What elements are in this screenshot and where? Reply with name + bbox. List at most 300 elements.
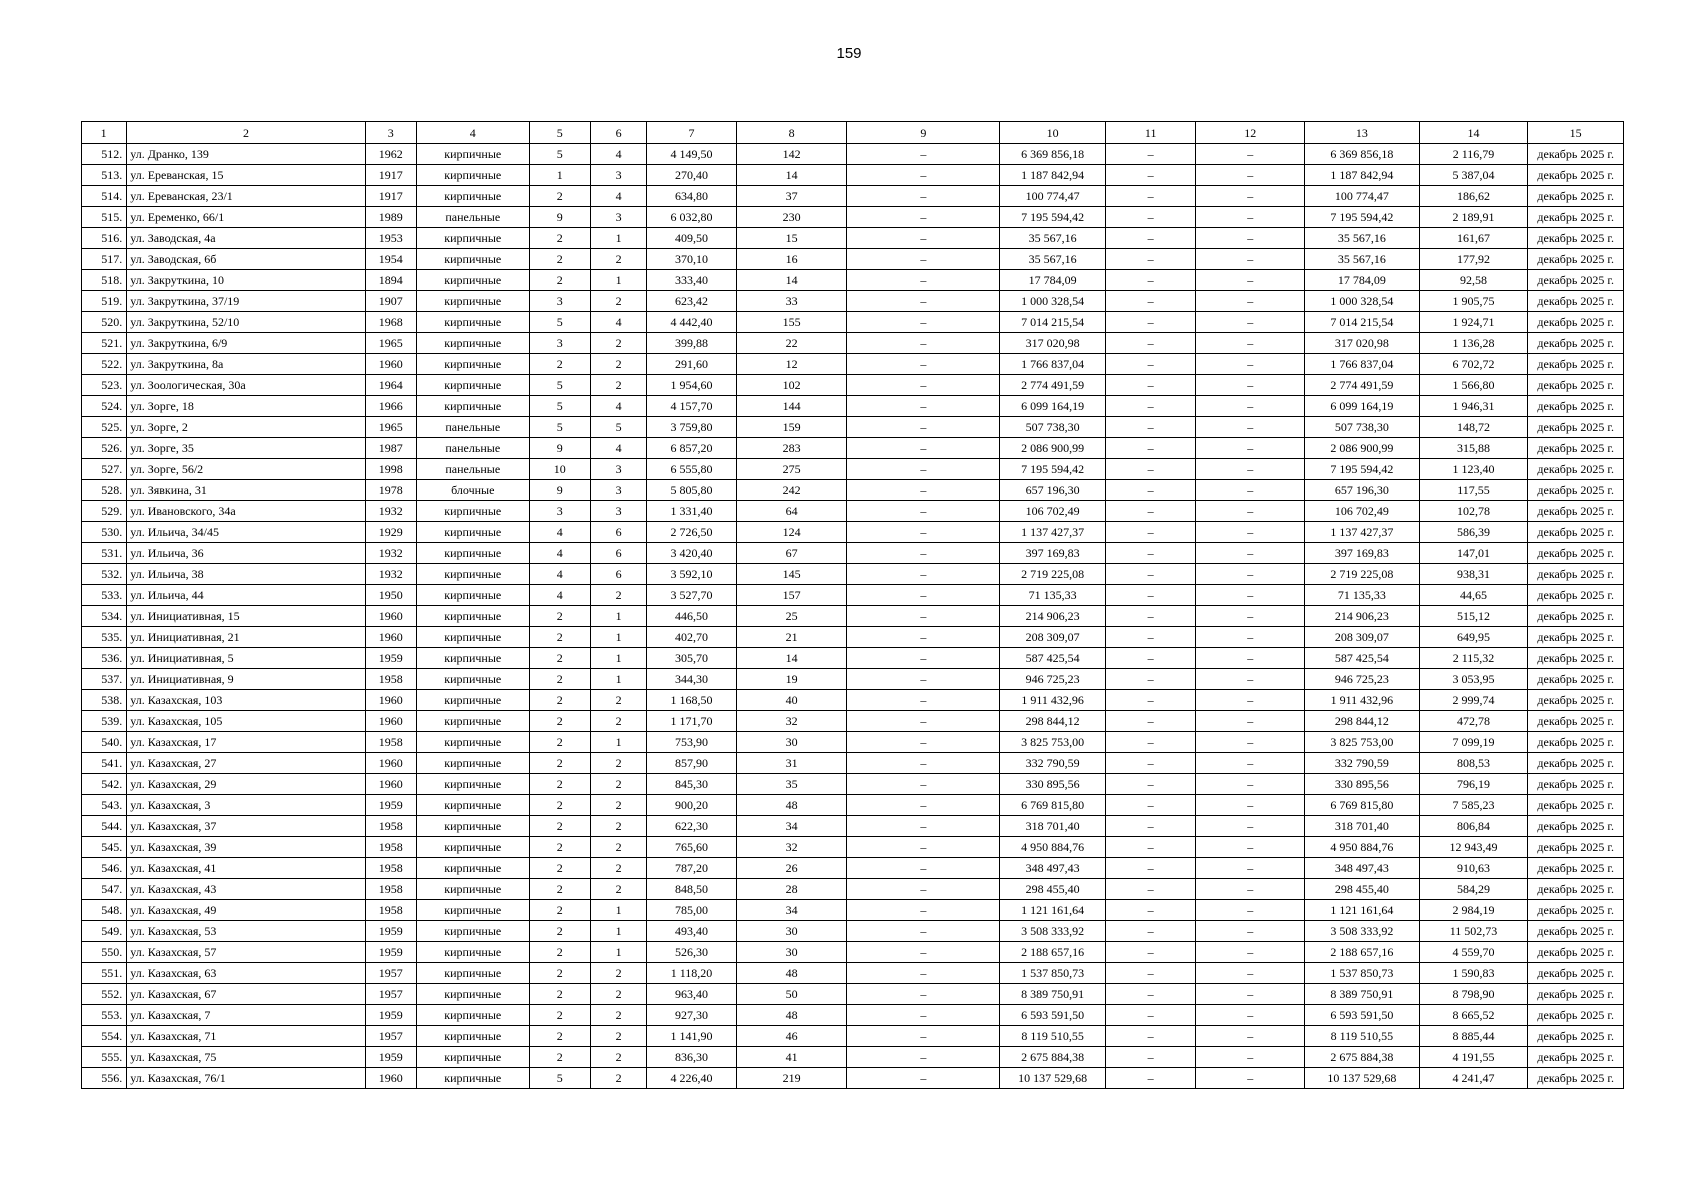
cell-wall-material: кирпичные [416,1005,529,1026]
cell-address: ул. Зорге, 18 [127,396,365,417]
cell-cost-total: 1 766 837,04 [1000,354,1106,375]
cell-address: ул. Еременко, 66/1 [127,207,365,228]
column-header-6: 6 [590,122,646,144]
cell-cost-per-sqm: 649,95 [1419,627,1528,648]
cell-address: ул. Ильича, 38 [127,564,365,585]
table-row [82,396,1624,417]
cell-col-9: – [847,270,1000,291]
cell-col-11: – [1105,816,1196,837]
cell-wall-material: кирпичные [416,564,529,585]
cell-row-number: 538. [82,690,127,711]
page-number: 159 [836,45,862,62]
cell-residents: 25 [736,606,847,627]
cell-entrances: 2 [590,753,646,774]
cell-cost-total: 2 188 657,16 [1000,942,1106,963]
cell-cost-total: 35 567,16 [1000,228,1106,249]
cell-cost-per-sqm: 7 099,19 [1419,732,1528,753]
cell-col-11: – [1105,1005,1196,1026]
cell-row-number: 514. [82,186,127,207]
cell-row-number: 527. [82,459,127,480]
cell-col-11: – [1105,942,1196,963]
cell-area: 623,42 [647,291,737,312]
cell-year-built: 1959 [365,1005,416,1026]
cell-area: 785,00 [647,900,737,921]
cell-residents: 283 [736,438,847,459]
cell-col-12: – [1196,1047,1305,1068]
cell-col-11: – [1105,291,1196,312]
cell-floors: 5 [529,1068,590,1089]
column-header-2: 2 [127,122,365,144]
cell-wall-material: кирпичные [416,270,529,291]
cell-residents: 14 [736,165,847,186]
cell-wall-material: кирпичные [416,942,529,963]
cell-col-11: – [1105,1026,1196,1047]
column-header-15: 15 [1528,122,1624,144]
cell-year-built: 1958 [365,732,416,753]
cell-col-11: – [1105,249,1196,270]
cell-year-built: 1957 [365,984,416,1005]
cell-residents: 14 [736,648,847,669]
cell-col-12: – [1196,858,1305,879]
cell-deadline: декабрь 2025 г. [1528,228,1624,249]
cell-row-number: 543. [82,795,127,816]
cell-cost-total: 8 119 510,55 [1000,1026,1106,1047]
cell-cost-per-sqm: 315,88 [1419,438,1528,459]
cell-col-11: – [1105,354,1196,375]
cell-floors: 2 [529,606,590,627]
cell-row-number: 515. [82,207,127,228]
cell-wall-material: кирпичные [416,774,529,795]
cell-col-11: – [1105,564,1196,585]
cell-cost-total: 6 099 164,19 [1000,396,1106,417]
cell-col-9: – [847,1068,1000,1089]
cell-wall-material: кирпичные [416,165,529,186]
cell-cost-total: 2 675 884,38 [1000,1047,1106,1068]
cell-cost-total: 10 137 529,68 [1000,1068,1106,1089]
cell-col-12: – [1196,312,1305,333]
cell-cost-fund: 35 567,16 [1305,228,1420,249]
cell-residents: 31 [736,753,847,774]
cell-col-12: – [1196,186,1305,207]
cell-cost-fund: 8 119 510,55 [1305,1026,1420,1047]
cell-cost-fund: 71 135,33 [1305,585,1420,606]
cell-wall-material: кирпичные [416,291,529,312]
cell-col-11: – [1105,711,1196,732]
cell-entrances: 2 [590,1005,646,1026]
cell-residents: 67 [736,543,847,564]
cell-row-number: 545. [82,837,127,858]
cell-cost-fund: 6 369 856,18 [1305,144,1420,165]
cell-address: ул. Закруткина, 52/10 [127,312,365,333]
cell-col-9: – [847,963,1000,984]
cell-area: 4 149,50 [647,144,737,165]
cell-col-9: – [847,753,1000,774]
cell-col-9: – [847,165,1000,186]
cell-cost-per-sqm: 147,01 [1419,543,1528,564]
cell-deadline: декабрь 2025 г. [1528,711,1624,732]
column-header-5: 5 [529,122,590,144]
cell-deadline: декабрь 2025 г. [1528,417,1624,438]
cell-year-built: 1954 [365,249,416,270]
cell-address: ул. Ильича, 36 [127,543,365,564]
cell-deadline: декабрь 2025 г. [1528,942,1624,963]
cell-deadline: декабрь 2025 г. [1528,165,1624,186]
cell-area: 1 168,50 [647,690,737,711]
cell-cost-per-sqm: 148,72 [1419,417,1528,438]
cell-row-number: 536. [82,648,127,669]
cell-floors: 2 [529,711,590,732]
cell-col-12: – [1196,396,1305,417]
cell-col-9: – [847,459,1000,480]
cell-cost-fund: 2 774 491,59 [1305,375,1420,396]
cell-cost-total: 6 593 591,50 [1000,1005,1106,1026]
table-row [82,1005,1624,1026]
cell-deadline: декабрь 2025 г. [1528,879,1624,900]
cell-deadline: декабрь 2025 г. [1528,837,1624,858]
cell-col-12: – [1196,711,1305,732]
cell-wall-material: кирпичные [416,711,529,732]
cell-cost-fund: 35 567,16 [1305,249,1420,270]
cell-wall-material: кирпичные [416,333,529,354]
cell-address: ул. Казахская, 75 [127,1047,365,1068]
cell-entrances: 6 [590,543,646,564]
cell-col-11: – [1105,417,1196,438]
cell-entrances: 1 [590,900,646,921]
cell-col-12: – [1196,144,1305,165]
cell-residents: 50 [736,984,847,1005]
cell-residents: 28 [736,879,847,900]
cell-cost-fund: 1 187 842,94 [1305,165,1420,186]
column-header-13: 13 [1305,122,1420,144]
cell-row-number: 541. [82,753,127,774]
cell-area: 4 226,40 [647,1068,737,1089]
cell-col-11: – [1105,144,1196,165]
cell-year-built: 1953 [365,228,416,249]
cell-col-12: – [1196,732,1305,753]
cell-address: ул. Казахская, 105 [127,711,365,732]
cell-col-12: – [1196,522,1305,543]
cell-cost-fund: 208 309,07 [1305,627,1420,648]
cell-residents: 22 [736,333,847,354]
cell-area: 370,10 [647,249,737,270]
cell-col-11: – [1105,396,1196,417]
cell-entrances: 2 [590,1047,646,1068]
cell-entrances: 3 [590,501,646,522]
cell-row-number: 512. [82,144,127,165]
cell-address: ул. Казахская, 103 [127,690,365,711]
cell-cost-per-sqm: 515,12 [1419,606,1528,627]
cell-residents: 48 [736,795,847,816]
cell-col-11: – [1105,858,1196,879]
cell-address: ул. Ильича, 44 [127,585,365,606]
cell-col-12: – [1196,564,1305,585]
cell-floors: 2 [529,1005,590,1026]
cell-year-built: 1968 [365,312,416,333]
cell-cost-fund: 2 188 657,16 [1305,942,1420,963]
cell-col-12: – [1196,753,1305,774]
cell-col-9: – [847,480,1000,501]
cell-address: ул. Казахская, 67 [127,984,365,1005]
cell-entrances: 2 [590,816,646,837]
cell-col-9: – [847,354,1000,375]
cell-wall-material: кирпичные [416,921,529,942]
cell-entrances: 3 [590,207,646,228]
cell-col-12: – [1196,900,1305,921]
cell-row-number: 556. [82,1068,127,1089]
cell-year-built: 1932 [365,501,416,522]
cell-floors: 2 [529,648,590,669]
table-row [82,291,1624,312]
cell-floors: 4 [529,564,590,585]
cell-entrances: 2 [590,585,646,606]
cell-col-12: – [1196,375,1305,396]
cell-cost-total: 1 000 328,54 [1000,291,1106,312]
cell-cost-per-sqm: 117,55 [1419,480,1528,501]
cell-area: 3 759,80 [647,417,737,438]
cell-cost-total: 3 508 333,92 [1000,921,1106,942]
cell-area: 1 118,20 [647,963,737,984]
cell-col-9: – [847,333,1000,354]
cell-col-11: – [1105,459,1196,480]
cell-col-9: – [847,879,1000,900]
cell-col-9: – [847,438,1000,459]
cell-cost-total: 8 389 750,91 [1000,984,1106,1005]
cell-cost-fund: 657 196,30 [1305,480,1420,501]
cell-wall-material: кирпичные [416,312,529,333]
cell-col-9: – [847,1026,1000,1047]
cell-floors: 10 [529,459,590,480]
cell-col-11: – [1105,501,1196,522]
table-row [82,354,1624,375]
cell-entrances: 1 [590,921,646,942]
cell-cost-fund: 7 195 594,42 [1305,459,1420,480]
cell-address: ул. Казахская, 27 [127,753,365,774]
cell-row-number: 555. [82,1047,127,1068]
cell-entrances: 2 [590,879,646,900]
cell-entrances: 2 [590,291,646,312]
cell-address: ул. Зявкина, 31 [127,480,365,501]
cell-wall-material: кирпичные [416,396,529,417]
cell-col-11: – [1105,186,1196,207]
cell-row-number: 554. [82,1026,127,1047]
cell-floors: 9 [529,480,590,501]
cell-residents: 230 [736,207,847,228]
table-row [82,963,1624,984]
cell-residents: 48 [736,1005,847,1026]
cell-year-built: 1959 [365,942,416,963]
cell-wall-material: кирпичные [416,627,529,648]
cell-wall-material: кирпичные [416,816,529,837]
cell-col-11: – [1105,207,1196,228]
cell-floors: 3 [529,501,590,522]
table-row [82,375,1624,396]
cell-area: 927,30 [647,1005,737,1026]
cell-cost-total: 1 137 427,37 [1000,522,1106,543]
cell-year-built: 1959 [365,1047,416,1068]
cell-address: ул. Ивановского, 34а [127,501,365,522]
cell-col-11: – [1105,732,1196,753]
table-row [82,144,1624,165]
cell-deadline: декабрь 2025 г. [1528,627,1624,648]
cell-area: 2 726,50 [647,522,737,543]
cell-residents: 30 [736,921,847,942]
cell-entrances: 5 [590,417,646,438]
cell-residents: 33 [736,291,847,312]
cell-deadline: декабрь 2025 г. [1528,312,1624,333]
cell-cost-fund: 348 497,43 [1305,858,1420,879]
cell-cost-per-sqm: 177,92 [1419,249,1528,270]
cell-deadline: декабрь 2025 г. [1528,144,1624,165]
table-row [82,501,1624,522]
cell-cost-total: 397 169,83 [1000,543,1106,564]
cell-wall-material: кирпичные [416,1026,529,1047]
cell-entrances: 4 [590,186,646,207]
cell-floors: 3 [529,291,590,312]
cell-col-9: – [847,228,1000,249]
cell-cost-fund: 100 774,47 [1305,186,1420,207]
cell-deadline: декабрь 2025 г. [1528,291,1624,312]
cell-wall-material: кирпичные [416,753,529,774]
cell-floors: 1 [529,165,590,186]
cell-deadline: декабрь 2025 г. [1528,396,1624,417]
cell-cost-total: 2 719 225,08 [1000,564,1106,585]
cell-residents: 37 [736,186,847,207]
cell-cost-per-sqm: 186,62 [1419,186,1528,207]
cell-area: 836,30 [647,1047,737,1068]
cell-floors: 2 [529,837,590,858]
cell-year-built: 1959 [365,795,416,816]
cell-cost-total: 17 784,09 [1000,270,1106,291]
cell-area: 634,80 [647,186,737,207]
cell-col-12: – [1196,1068,1305,1089]
cell-area: 270,40 [647,165,737,186]
cell-address: ул. Ереванская, 23/1 [127,186,365,207]
cell-deadline: декабрь 2025 г. [1528,732,1624,753]
cell-cost-fund: 2 086 900,99 [1305,438,1420,459]
cell-area: 1 331,40 [647,501,737,522]
cell-area: 493,40 [647,921,737,942]
cell-col-12: – [1196,207,1305,228]
cell-col-12: – [1196,354,1305,375]
cell-col-12: – [1196,963,1305,984]
cell-cost-fund: 1 537 850,73 [1305,963,1420,984]
table-row [82,186,1624,207]
cell-wall-material: кирпичные [416,522,529,543]
cell-col-11: – [1105,1047,1196,1068]
cell-cost-total: 4 950 884,76 [1000,837,1106,858]
cell-floors: 2 [529,984,590,1005]
cell-address: ул. Казахская, 53 [127,921,365,942]
cell-col-11: – [1105,690,1196,711]
cell-col-12: – [1196,774,1305,795]
cell-col-12: – [1196,879,1305,900]
table-row [82,900,1624,921]
cell-entrances: 2 [590,333,646,354]
cell-floors: 9 [529,207,590,228]
cell-wall-material: кирпичные [416,375,529,396]
cell-area: 3 527,70 [647,585,737,606]
cell-cost-per-sqm: 1 566,80 [1419,375,1528,396]
cell-wall-material: кирпичные [416,144,529,165]
cell-address: ул. Закруткина, 6/9 [127,333,365,354]
cell-residents: 242 [736,480,847,501]
cell-floors: 2 [529,249,590,270]
table-header [82,122,1624,144]
cell-col-9: – [847,543,1000,564]
cell-year-built: 1960 [365,1068,416,1089]
cell-wall-material: кирпичные [416,963,529,984]
cell-wall-material: блочные [416,480,529,501]
cell-col-9: – [847,375,1000,396]
cell-residents: 15 [736,228,847,249]
cell-entrances: 2 [590,1026,646,1047]
cell-col-9: – [847,396,1000,417]
cell-row-number: 529. [82,501,127,522]
cell-year-built: 1987 [365,438,416,459]
cell-cost-per-sqm: 161,67 [1419,228,1528,249]
cell-area: 3 420,40 [647,543,737,564]
cell-area: 845,30 [647,774,737,795]
cell-row-number: 531. [82,543,127,564]
cell-address: ул. Ереванская, 15 [127,165,365,186]
table-row [82,648,1624,669]
cell-entrances: 2 [590,774,646,795]
cell-residents: 30 [736,942,847,963]
cell-residents: 155 [736,312,847,333]
cell-cost-total: 6 369 856,18 [1000,144,1106,165]
cell-residents: 32 [736,837,847,858]
cell-area: 4 157,70 [647,396,737,417]
cell-col-9: – [847,648,1000,669]
cell-cost-total: 2 774 491,59 [1000,375,1106,396]
cell-deadline: декабрь 2025 г. [1528,501,1624,522]
cell-row-number: 535. [82,627,127,648]
cell-year-built: 1958 [365,837,416,858]
cell-residents: 34 [736,816,847,837]
cell-entrances: 2 [590,690,646,711]
cell-deadline: декабрь 2025 г. [1528,1026,1624,1047]
cell-cost-fund: 332 790,59 [1305,753,1420,774]
table-row [82,921,1624,942]
cell-col-12: – [1196,984,1305,1005]
cell-year-built: 1989 [365,207,416,228]
cell-wall-material: кирпичные [416,879,529,900]
cell-row-number: 516. [82,228,127,249]
cell-year-built: 1957 [365,963,416,984]
cell-col-12: – [1196,606,1305,627]
cell-area: 622,30 [647,816,737,837]
cell-address: ул. Казахская, 63 [127,963,365,984]
cell-cost-per-sqm: 8 798,90 [1419,984,1528,1005]
cell-cost-per-sqm: 472,78 [1419,711,1528,732]
table-row [82,564,1624,585]
cell-area: 1 954,60 [647,375,737,396]
cell-deadline: декабрь 2025 г. [1528,921,1624,942]
cell-entrances: 2 [590,249,646,270]
cell-address: ул. Дранко, 139 [127,144,365,165]
cell-wall-material: панельные [416,207,529,228]
cell-wall-material: кирпичные [416,1068,529,1089]
cell-address: ул. Казахская, 29 [127,774,365,795]
cell-floors: 5 [529,396,590,417]
cell-wall-material: кирпичные [416,543,529,564]
cell-floors: 2 [529,354,590,375]
cell-deadline: декабрь 2025 г. [1528,963,1624,984]
cell-col-11: – [1105,984,1196,1005]
cell-col-12: – [1196,249,1305,270]
cell-floors: 2 [529,879,590,900]
header-row [82,122,1624,144]
